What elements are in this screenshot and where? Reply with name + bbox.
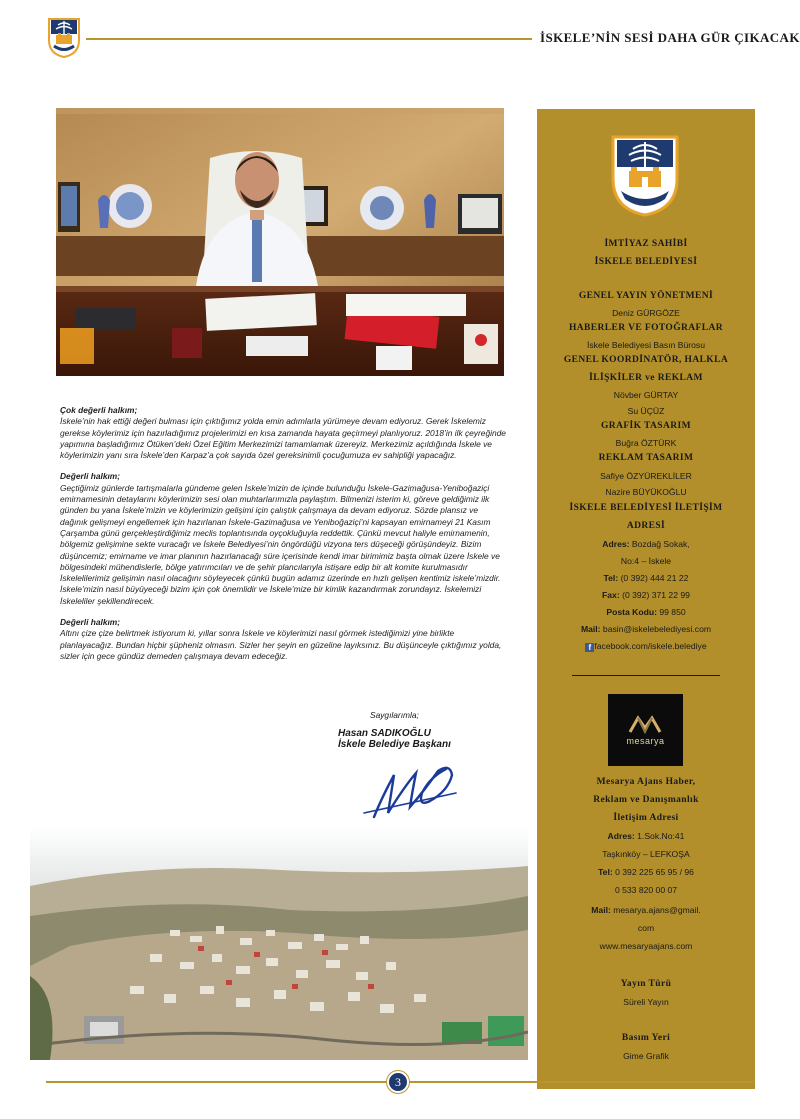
mail-label: Mail: xyxy=(580,624,601,634)
facebook-line[interactable] xyxy=(537,641,755,652)
ajans-tel-value: 0 392 225 65 95 / 96 xyxy=(612,867,694,877)
genel-yayin-heading: GENEL YAYIN YÖNETMENİ xyxy=(578,291,714,301)
yayin-turu-value: Süreli Yayın xyxy=(623,997,669,1007)
haberler-name: İskele Belediyesi Basın Bürosu xyxy=(587,340,705,350)
koordinator-name-2: Su ÜÇÜZ xyxy=(627,406,665,416)
haberler-heading: HABERLER VE FOTOĞRAFLAR xyxy=(568,323,723,333)
genel-yayin-name: Deniz GÜRGÖZE xyxy=(612,308,680,318)
signer-role: İskele Belediye Başkanı xyxy=(338,739,451,750)
adres-value-1: Bozdağ Sokak, xyxy=(629,539,690,549)
mail-line xyxy=(537,624,755,634)
letter-greeting-3: Değerli halkım; xyxy=(60,617,121,628)
koordinator-name-1: Növber GÜRTAY xyxy=(613,390,679,400)
ajans-adres-value-1: 1.Sok.No:41 xyxy=(634,831,685,841)
ajans-mail-label: Mail: xyxy=(591,905,611,915)
grafik-name: Buğra ÖZTÜRK xyxy=(615,438,677,448)
yayin-turu-heading: Yayın Türü xyxy=(620,979,672,989)
letter-paragraph-2 xyxy=(60,471,506,607)
signer-name: Hasan SADIKOĞLU xyxy=(338,728,431,739)
iletisim-heading-1: İSKELE BELEDİYESİ İLETİŞİM xyxy=(569,503,723,513)
page-number: 3 xyxy=(387,1071,409,1093)
ajans-tel-label: Tel: xyxy=(598,867,613,877)
basim-yeri-value: Gime Grafik xyxy=(623,1051,669,1061)
grafik-heading: GRAFİK TASARIM xyxy=(601,421,691,431)
letter-greeting-2: Değerli halkım; xyxy=(60,471,121,482)
ajans-heading-2: Reklam ve Danışmanlık xyxy=(593,795,699,805)
mayor-letter xyxy=(60,405,506,672)
ajans-adres-line-1 xyxy=(537,831,755,841)
koordinator-heading-2: İLİŞKİLER ve REKLAM xyxy=(589,373,703,383)
reklam-name-2: Nazire BÜYÜKOĞLU xyxy=(605,487,687,497)
facebook-link[interactable]: facebook.com/iskele.belediye xyxy=(594,641,707,651)
masthead-sidebar xyxy=(537,109,755,1089)
letter-body-2: Geçtiğimiz günlerde tartışmalarla gündeme gelen İskele’mizin de içinde bulunduğu İskele-Gazimağusa-Yeniboğaziçi emirnamesinin detaylarını köylerimizin sesi olan muhtarlarımızla paylaştım. Bilmenizi isterim ki, göreve geldiğimiz ilk günden bu yana İskele’mizin ve köylerimizin gelişimi için çalıştık çalışmaya da devam ediyoruz. Sözde plansız ve dağınık gelişmeyi engellemek için hazırlanan İskele-Gazimağusa ve Yeniboğaziçi’ni kapsayan emirnameyi 21 Kasım Çarşamba günü gerçekleştirdiğimiz meclis toplantısında oyçokluğuyla reddettik. Çünkü mevcut haliyle emirnamenin, bölgemiz gelişimine sekte vuracağı ve İskele Belediyesi’nin öngördüğü vizyona ters düşeceği görüşündeyiz. Bizim düşüncemiz; emirname ve imar planının hazırlanacağı süre içerisinde kendi imar birimimiz başta olmak üzere İskele ve bölgesindeki mühendislerle, bölge yatırımcıları ve de şehir plancılarıyla istişare edip bir alt komite kurulmasıdır İskelelilerimiz gelişimin nasıl olacağını söyleyecek çünkü bugün adamız üzerinde en hızlı gelişen kentimiz iskele’mizdir. İskele’mizin nasıl büyüyeceği bizim için çok önemlidir ve İskele’mize bir kimlik kazandırmak zorundayız. İskelemizi İskeleliler şekillendirecek. xyxy=(60,482,501,606)
letter-paragraph-3 xyxy=(60,617,506,662)
page-title: İSKELE’NİN SESİ DAHA GÜR ÇIKACAK xyxy=(540,30,800,45)
fax-line xyxy=(537,590,755,600)
fax-value: (0 392) 371 22 99 xyxy=(619,590,690,600)
mayor-office-photo xyxy=(56,108,504,376)
fax-label: Fax: xyxy=(602,590,620,600)
mesarya-logo xyxy=(608,694,683,766)
header-rule xyxy=(86,38,532,40)
imtiyaz-heading-2: İSKELE BELEDİYESİ xyxy=(594,257,698,267)
ajans-mail-line xyxy=(537,905,755,915)
ajans-adres-line-2: Taşkınköy – LEFKOŞA xyxy=(602,849,690,859)
ajans-tel-line xyxy=(537,867,755,877)
facebook-icon: f xyxy=(585,643,594,652)
adres-line-1 xyxy=(537,539,755,549)
iskele-aerial-photo xyxy=(30,826,528,1060)
posta-line xyxy=(537,607,755,617)
ajans-heading-1: Mesarya Ajans Haber, xyxy=(596,777,696,787)
basim-yeri-heading: Basım Yeri xyxy=(621,1033,671,1043)
reklam-heading: REKLAM TASARIM xyxy=(598,453,694,463)
tel-label: Tel: xyxy=(603,573,619,583)
mail-value[interactable]: basin@iskelebelediyesi.com xyxy=(600,624,712,634)
ajans-adres-label: Adres: xyxy=(607,831,635,841)
adres-label: Adres: xyxy=(602,539,630,549)
letter-body-3: Altını çize çize belirtmek istiyorum ki, yıllar sonra İskele ve köylerimizi nasıl görmek istediğimizi yine birlikte planlayacağız. Bundan hiçbir şüpheniz olmasın. Sizler her şeyin en güzeline layıksınız. Bu düşünceyle çıktığımız yolda, sizler için gece gündüz demeden çalışmaya devam edeceğiz. xyxy=(60,628,502,661)
letter-signature-block xyxy=(338,710,508,750)
letter-closing: Saygılarımla; xyxy=(370,710,419,720)
mesarya-mark-icon xyxy=(608,694,683,766)
koordinator-heading-1: GENEL KOORDİNATÖR, HALKLA xyxy=(563,355,729,365)
handwritten-signature xyxy=(360,757,460,823)
ajans-mail-value-1[interactable]: mesarya.ajans@gmail. xyxy=(610,905,701,915)
ajans-mail-line-2[interactable]: com xyxy=(637,923,655,933)
letter-body-1: İskele’nin hak ettiği değeri bulması için çıktığımız yolda emin adımlarla yürümeye devam ediyoruz. Gerek İskelemiz gerekse köylerimiz için hazırladığımız projelerimizi en kısa zamanda hayata geçirmeyi planlıyoruz. 2018’in ilk çeyreğinde yapımına başladığımız Ötüken’deki Özel Eğitim Merkezimizi tamamlamak üzereyiz. Merkezimiz açıldığında İskele ve köylerimizin yanı sıra İskele’den Karpaz’a çok sayıda özel gereksinimli çocuğumuza ev sahipliği yapacağız. xyxy=(60,416,506,461)
reklam-name-1: Safiye ÖZYÜREKLİLER xyxy=(600,471,692,481)
imtiyaz-heading-1: İMTİYAZ SAHİBİ xyxy=(604,239,688,249)
ajans-web-link[interactable]: www.mesaryaajans.com xyxy=(599,941,693,951)
mesarya-logo-text: mesarya xyxy=(626,736,665,746)
ajans-tel-line-2: 0 533 820 00 07 xyxy=(614,885,678,895)
posta-value: 99 850 xyxy=(656,607,686,617)
letter-paragraph-1 xyxy=(60,405,506,461)
letter-greeting-1: Çok değerli halkım; xyxy=(60,405,138,415)
posta-label: Posta Kodu: xyxy=(606,607,657,617)
sidebar-divider xyxy=(572,675,720,676)
iletisim-heading-2: ADRESİ xyxy=(626,521,666,531)
ajans-heading-3: İletişim Adresi xyxy=(613,813,679,823)
iskele-logo-icon xyxy=(46,16,82,58)
tel-line xyxy=(537,573,755,583)
adres-line-2: No:4 – İskele xyxy=(620,556,672,566)
tel-value: (0 392) 444 21 22 xyxy=(618,573,689,583)
iskele-belediyesi-seal-icon xyxy=(609,133,681,217)
